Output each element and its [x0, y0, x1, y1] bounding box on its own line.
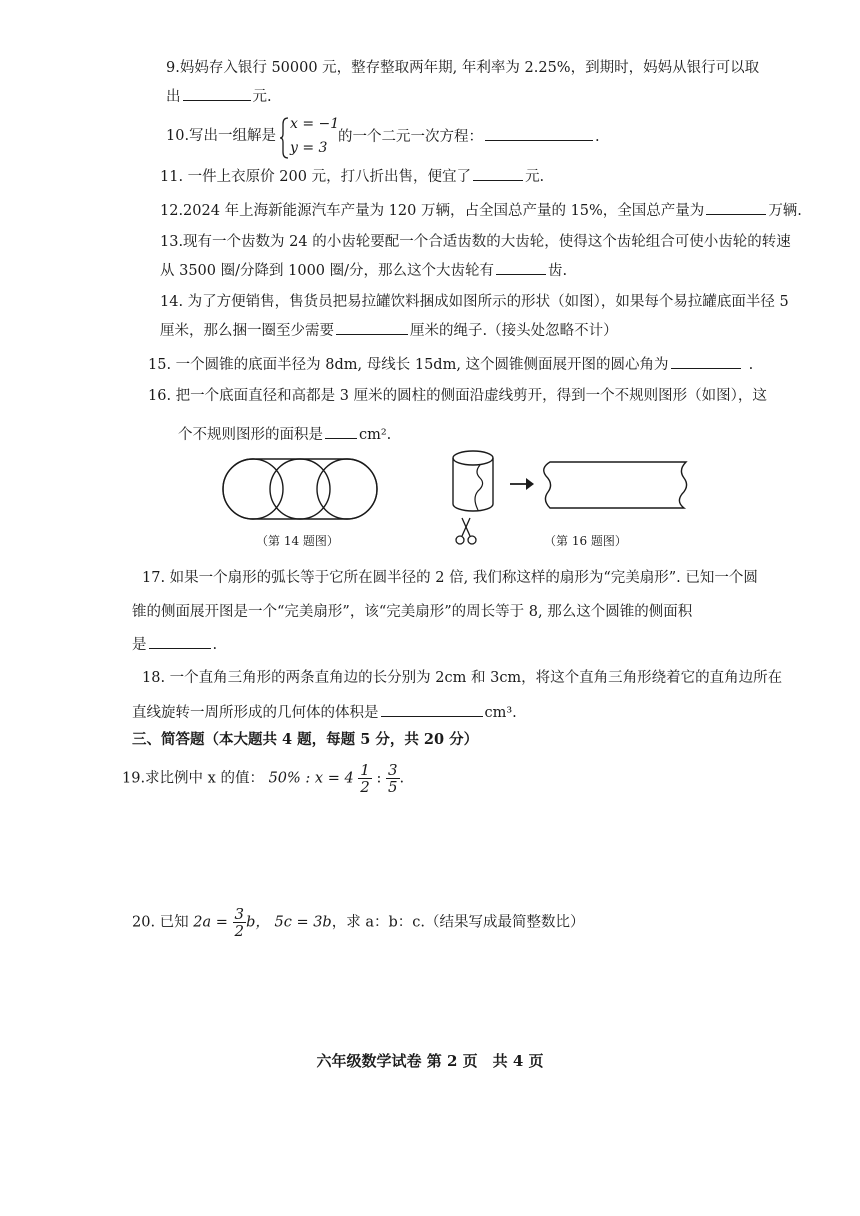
q10-line-end [338, 126, 600, 147]
q9-answer-blank[interactable] [183, 86, 251, 101]
q14-answer-blank[interactable] [336, 320, 408, 335]
q10-text-post: 的一个二元一次方程： [338, 129, 483, 145]
q19-fraction-1: $\frac{1}{2}$ [360, 761, 370, 796]
q17-text: 是 [132, 637, 147, 653]
q13-line1: 13.现有一个齿数为 24 的小齿轮要配一个合适齿数的大齿轮，使得这个齿轮组合可使小齿轮的转速 [160, 234, 791, 250]
q11-line [160, 166, 544, 187]
arrow-right-icon [510, 478, 534, 490]
figure-16-caption: （第 16 题图） [544, 534, 627, 548]
q14-text-end: 厘米的绳子.（接头处忽略不计） [410, 323, 618, 339]
figure-14-caption: （第 14 题图） [256, 534, 339, 548]
figure-14-cans-diagram [218, 456, 382, 522]
q19-line [122, 762, 404, 795]
q17-line2: 锥的侧面展开图是一个“完美扇形”，该“完美扇形”的周长等于 8, 那么这个圆锥的侧面积 [132, 604, 693, 620]
q10-eq1: x = −1 [290, 116, 340, 132]
q19-text: 19.求比例中 x 的值： [122, 770, 264, 787]
q20-fraction: $\frac{3}{2}$ [234, 905, 245, 940]
q19-end: . [399, 770, 405, 787]
section-3-heading: 三、简答题（本大题共 4 题，每题 5 分，共 20 分） [132, 731, 479, 748]
q9-line1: 9.妈妈存入银行 50000 元，整存整取两年期, 年利率为 2.25%，到期时，妈妈从银行可以取 [166, 60, 760, 76]
q18-line1: 18. 一个直角三角形的两条直角边的长分别为 2cm 和 3cm，将这个直角三角形绕着它的直角边所在 [142, 670, 783, 686]
q19-colon: : [376, 770, 382, 787]
q16-answer-blank[interactable] [325, 424, 357, 439]
q9-text: 出 [166, 89, 181, 105]
q12-text-end: 万辆. [768, 203, 802, 219]
q12-line [160, 200, 802, 221]
q17-line1: 17. 如果一个扇形的弧长等于它所在圆半径的 2 倍, 我们称这样的扇形为“完美扇形”. 已知一个圆 [142, 570, 758, 586]
q14-line1: 14. 为了方便销售，售货员把易拉罐饮料捆成如图所示的形状（如图），如果每个易拉罐底面半径 5 [160, 294, 789, 310]
q17-end: . [212, 637, 218, 653]
q17-answer-blank[interactable] [149, 634, 211, 649]
q16-text-end: cm². [359, 427, 392, 443]
q15-text: 15. 一个圆锥的底面半径为 8dm, 母线长 15dm, 这个圆锥侧面展开图的圆心角为 [148, 357, 669, 373]
q16-line2 [178, 424, 391, 445]
q20-expr-a: 2a = [193, 914, 228, 931]
q16-text: 个不规则图形的面积是 [178, 427, 323, 443]
q10-line [166, 126, 276, 146]
q19-fraction-2: $\frac{3}{5}$ [387, 761, 398, 796]
q12-answer-blank[interactable] [706, 200, 766, 215]
q16-line1: 16. 把一个底面直径和高都是 3 厘米的圆柱的侧面沿虚线剪开，得到一个不规则图形（如图），这 [148, 388, 767, 404]
q15-line [148, 354, 753, 375]
q18-answer-blank[interactable] [381, 702, 483, 717]
scissors-icon [456, 518, 476, 544]
q20-text: 20. 已知 [132, 914, 189, 931]
q11-text-end: 元. [525, 169, 545, 185]
q13-line2 [160, 260, 567, 281]
q11-answer-blank[interactable] [473, 166, 523, 181]
q19-expr: 50% : x = 4 [268, 770, 354, 787]
q12-text: 12.2024 年上海新能源汽车产量为 120 万辆，占全国总产量的 15%，全国总产量为 [160, 203, 705, 219]
q20-line [132, 906, 584, 939]
q13-text: 从 3500 圈/分降到 1000 圈/分，那么这个大齿轮有 [160, 263, 495, 279]
q20-text-post: ，求 a：b：c.（结果写成最简整数比） [331, 914, 585, 931]
page-footer: 六年级数学试卷 第 2 页 共 4 页 [316, 1052, 544, 1070]
q10-text: 10.写出一组解是 [166, 128, 277, 144]
q18-text-end: cm³. [484, 705, 517, 721]
q15-end: . [748, 357, 754, 373]
q18-text: 直线旋转一周所形成的几何体的体积是 [132, 705, 379, 721]
q15-answer-blank[interactable] [671, 354, 741, 369]
q13-answer-blank[interactable] [496, 260, 546, 275]
q17-line3 [132, 634, 217, 655]
q11-text: 11. 一件上衣原价 200 元，打八折出售，便宜了 [160, 169, 472, 185]
q20-expr-c: 5c = 3b [274, 914, 332, 931]
q10-end: . [595, 129, 600, 145]
q14-text: 厘米，那么捆一圈至少需要 [160, 323, 334, 339]
q13-text-end: 齿. [548, 263, 568, 279]
q20-expr-b: b， [246, 914, 270, 931]
q10-eq2: y = 3 [290, 140, 328, 156]
q14-line2 [160, 320, 618, 341]
q9-text-end: 元. [252, 89, 272, 105]
q10-answer-blank[interactable] [485, 126, 593, 141]
q18-line2 [132, 702, 517, 723]
q9-line2 [166, 86, 272, 107]
